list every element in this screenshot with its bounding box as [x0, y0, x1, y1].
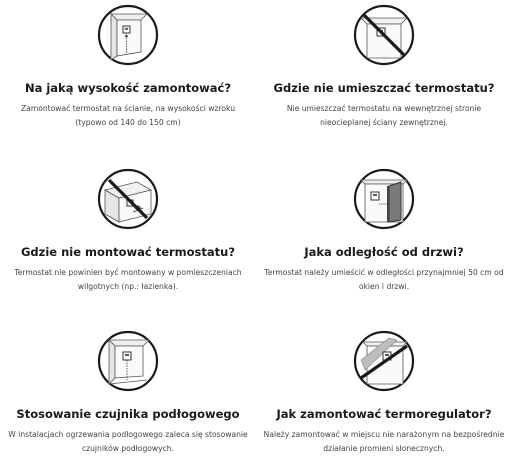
tip-title: Jaka odległość od drzwi?	[304, 245, 464, 259]
tip-description: Nie umieszczać termostatu na wewnętrznej stronie nieocieplanej ściany zewnętrznej.	[286, 104, 482, 127]
tip-card-exterior-wall	[256, 4, 512, 130]
tip-title: Stosowanie czujnika podłogowego	[16, 407, 240, 421]
tip-title: Gdzie nie montować termostatu?	[20, 245, 236, 259]
no-sunlight-icon	[353, 330, 415, 392]
tip-card-floor-sensor	[0, 330, 256, 456]
no-exterior-wall-icon	[353, 4, 415, 66]
tip-card-sunlight	[256, 330, 512, 456]
tip-description: Termostat należy umieścić w odległości przynajmniej 50 cm od okien i drzwi.	[264, 268, 504, 291]
tip-title: Na jaką wysokość zamontować?	[24, 81, 232, 95]
tip-description: Zamontować termostat na ścianie, na wysokości wzroku (typowo od 140 do 150 cm)	[20, 104, 236, 127]
tip-card-door-distance	[256, 168, 512, 294]
tip-description: Termostat nie powinien być montowany w pomieszczeniach wilgotnych (np.: łazienka).	[14, 268, 242, 291]
door-distance-icon	[353, 168, 415, 230]
floor-sensor-icon	[97, 330, 159, 392]
tip-description: W instalacjach ogrzewania podłogowego zaleca się stosowanie czujników podłogowych.	[8, 430, 248, 453]
tip-title: Gdzie nie umieszczać termostatu?	[273, 81, 495, 95]
wall-height-icon	[97, 4, 159, 66]
tip-description: Należy zamontować w miejscu nie narażonym na bezpośrednie działanie promieni słonecznych.	[263, 430, 505, 453]
tip-title: Jak zamontować termoregulator?	[276, 407, 492, 421]
tip-card-height	[0, 4, 256, 130]
tip-card-bathroom	[0, 168, 256, 294]
no-bathroom-icon	[97, 168, 159, 230]
